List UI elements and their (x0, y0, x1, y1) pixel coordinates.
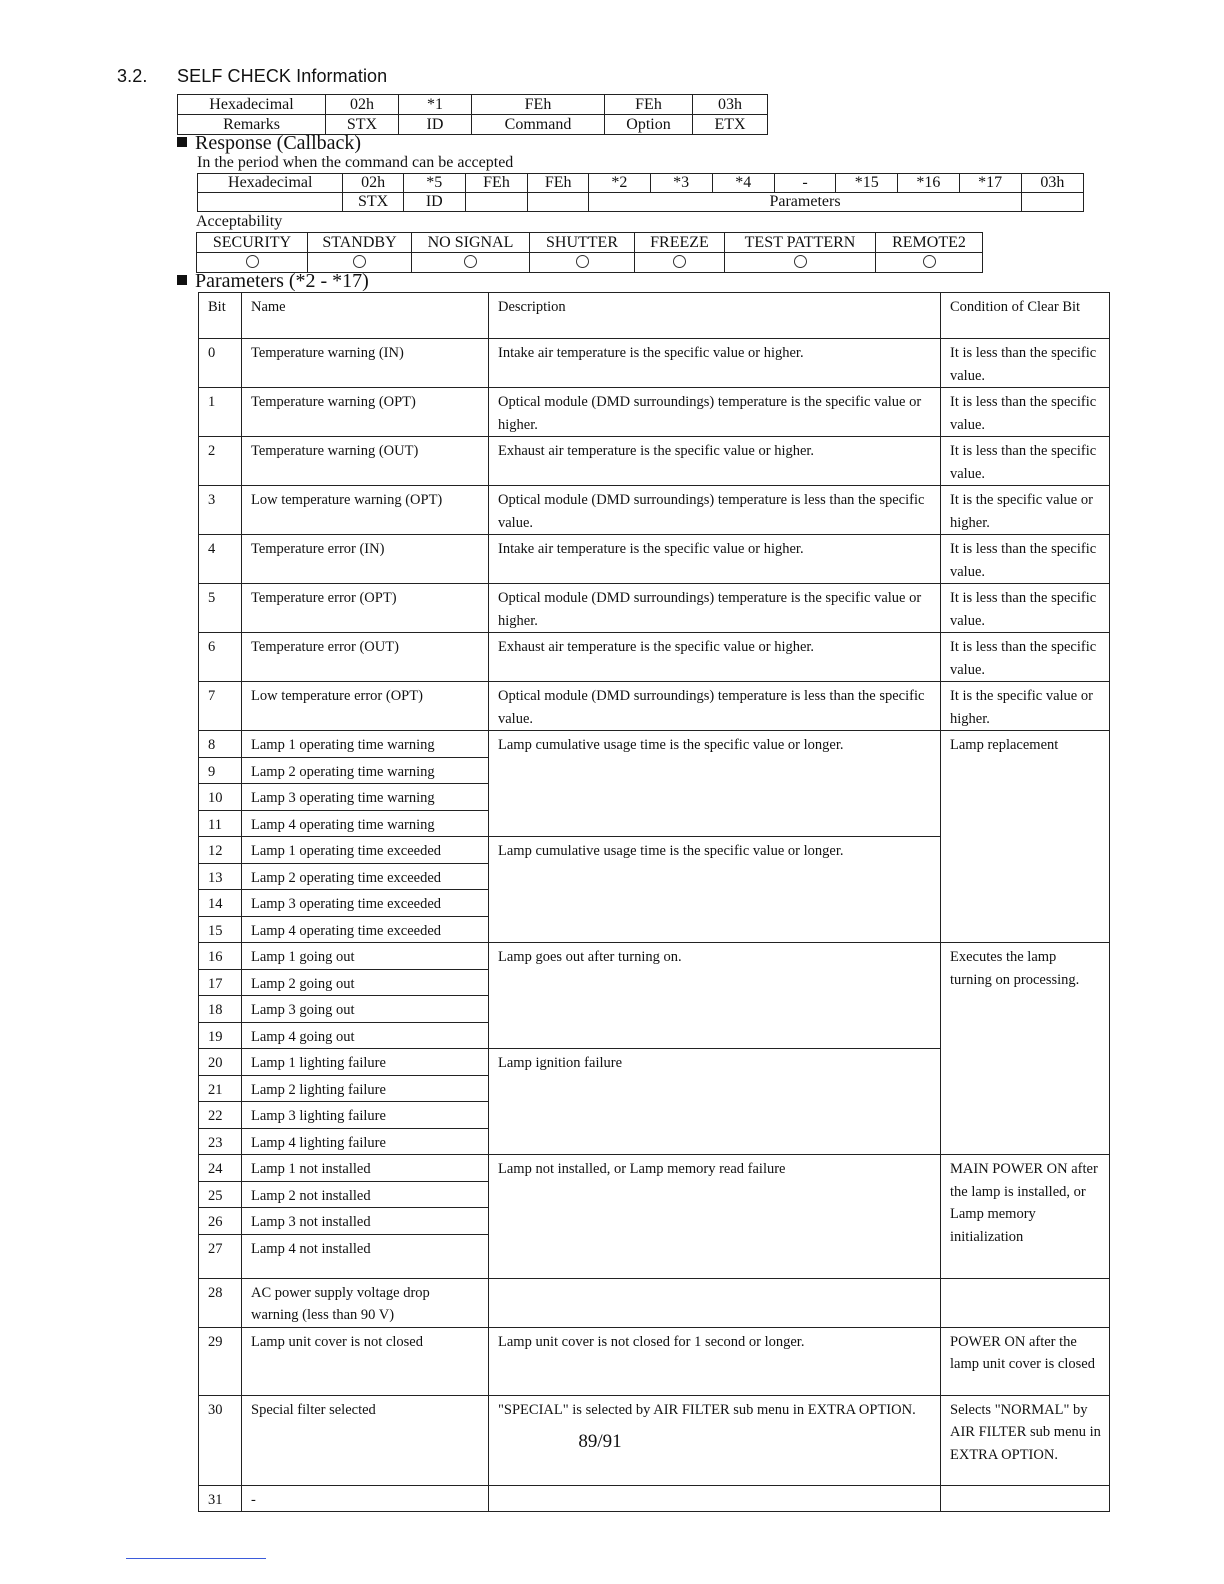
response-table (197, 173, 1084, 212)
resp-cell: *16 (898, 174, 959, 193)
name-cell: Lamp 3 operating time warning (242, 784, 489, 811)
desc-cell: Exhaust air temperature is the specific value or higher. (489, 437, 941, 486)
acceptability-table (196, 232, 983, 273)
resp-cell: Hexadecimal (198, 174, 343, 193)
cond-cell: MAIN POWER ON after the lamp is installed, or Lamp memory initialization (941, 1155, 1110, 1279)
name-cell: Low temperature warning (OPT) (242, 486, 489, 535)
section-heading (117, 66, 387, 87)
name-cell: Lamp 2 lighting failure (242, 1075, 489, 1102)
desc-cell: Optical module (DMD surroundings) temperature is less than the specific value. (489, 486, 941, 535)
desc-cell (489, 1485, 941, 1512)
cmd-cell: *1 (399, 95, 472, 115)
cond-cell: It is less than the specific value. (941, 339, 1110, 388)
section-number: 3.2. (117, 66, 148, 86)
command-table (177, 94, 768, 135)
name-cell: Lamp 2 operating time warning (242, 757, 489, 784)
name-cell: Lamp 3 operating time exceeded (242, 890, 489, 917)
resp-cell-parameters: Parameters (589, 193, 1021, 212)
name-cell: Lamp 4 not installed (242, 1234, 489, 1278)
bit-cell: 28 (199, 1278, 242, 1327)
bit-cell: 13 (199, 863, 242, 890)
circle-icon (353, 255, 366, 268)
bit-cell: 10 (199, 784, 242, 811)
bit-cell: 21 (199, 1075, 242, 1102)
desc-cell: Lamp goes out after turning on. (489, 943, 941, 1049)
name-cell: Lamp 2 going out (242, 969, 489, 996)
cond-cell: It is less than the specific value. (941, 535, 1110, 584)
name-cell: Lamp 3 going out (242, 996, 489, 1023)
name-cell: Lamp unit cover is not closed (242, 1327, 489, 1395)
resp-cell (1021, 193, 1083, 212)
resp-cell: STX (343, 193, 403, 212)
cmd-cell: Command (472, 115, 605, 135)
acc-header: REMOTE2 (876, 233, 983, 253)
bit-cell: 27 (199, 1234, 242, 1278)
cond-cell: It is less than the specific value. (941, 388, 1110, 437)
name-cell: Lamp 3 lighting failure (242, 1102, 489, 1129)
cond-cell: It is the specific value or higher. (941, 486, 1110, 535)
desc-cell: Intake air temperature is the specific value or higher. (489, 535, 941, 584)
table-row (199, 1327, 1110, 1395)
cond-cell (941, 1485, 1110, 1512)
acc-header: SHUTTER (530, 233, 635, 253)
desc-cell: "SPECIAL" is selected by AIR FILTER sub menu in EXTRA OPTION. (489, 1395, 941, 1485)
cmd-cell: Hexadecimal (178, 95, 326, 115)
cmd-cell: FEh (472, 95, 605, 115)
cmd-cell: 02h (326, 95, 399, 115)
name-cell: Lamp 4 operating time warning (242, 810, 489, 837)
table-row (199, 339, 1110, 388)
resp-cell: - (774, 174, 835, 193)
table-row (199, 731, 1110, 758)
bit-cell: 24 (199, 1155, 242, 1182)
response-hex-row (198, 174, 1084, 193)
cond-cell (941, 1278, 1110, 1327)
table-row (199, 633, 1110, 682)
parameters-title: Parameters (*2 - *17) (195, 270, 369, 292)
bit-cell: 4 (199, 535, 242, 584)
resp-cell: *2 (589, 174, 650, 193)
resp-cell: FEh (465, 174, 527, 193)
table-row (199, 535, 1110, 584)
cond-cell: POWER ON after the lamp unit cover is closed (941, 1327, 1110, 1395)
parameters-header-row (199, 293, 1110, 339)
desc-cell: Intake air temperature is the specific value or higher. (489, 339, 941, 388)
bit-cell: 1 (199, 388, 242, 437)
resp-cell: FEh (528, 174, 589, 193)
header-bit: Bit (199, 293, 242, 339)
name-cell: Lamp 1 lighting failure (242, 1049, 489, 1076)
name-cell: Temperature error (IN) (242, 535, 489, 584)
acc-header: NO SIGNAL (412, 233, 530, 253)
table-row (199, 1155, 1110, 1182)
table-row (199, 437, 1110, 486)
name-cell: Lamp 4 going out (242, 1022, 489, 1049)
acc-header: STANDBY (308, 233, 412, 253)
bit-cell: 11 (199, 810, 242, 837)
section-title: SELF CHECK Information (177, 66, 388, 86)
name-cell: - (242, 1485, 489, 1512)
desc-cell (489, 1278, 941, 1327)
name-cell: AC power supply voltage drop warning (less than 90 V) (242, 1278, 489, 1327)
name-cell: Lamp 2 operating time exceeded (242, 863, 489, 890)
cmd-cell: FEh (605, 95, 693, 115)
cond-cell: It is less than the specific value. (941, 584, 1110, 633)
command-hex-row (178, 95, 768, 115)
circle-icon (673, 255, 686, 268)
circle-icon (246, 255, 259, 268)
desc-cell: Optical module (DMD surroundings) temperature is less than the specific value. (489, 682, 941, 731)
bit-cell: 16 (199, 943, 242, 970)
name-cell: Lamp 1 operating time exceeded (242, 837, 489, 864)
bit-cell: 31 (199, 1485, 242, 1512)
bit-cell: 25 (199, 1181, 242, 1208)
cmd-cell: ID (399, 115, 472, 135)
resp-cell: *15 (836, 174, 898, 193)
cmd-cell: 03h (693, 95, 768, 115)
resp-cell: *17 (959, 174, 1021, 193)
resp-cell: 03h (1021, 174, 1083, 193)
period-note: In the period when the command can be accepted (197, 154, 514, 171)
name-cell: Temperature warning (OUT) (242, 437, 489, 486)
footer-link-underline (126, 1558, 266, 1559)
acceptability-label: Acceptability (196, 213, 283, 230)
cmd-cell: Option (605, 115, 693, 135)
bit-cell: 2 (199, 437, 242, 486)
bit-cell: 29 (199, 1327, 242, 1395)
resp-cell: *5 (403, 174, 465, 193)
acc-header: SECURITY (197, 233, 308, 253)
name-cell: Low temperature error (OPT) (242, 682, 489, 731)
acc-header: TEST PATTERN (725, 233, 876, 253)
name-cell: Lamp 1 operating time warning (242, 731, 489, 758)
cmd-cell: STX (326, 115, 399, 135)
bit-cell: 22 (199, 1102, 242, 1129)
name-cell: Lamp 2 not installed (242, 1181, 489, 1208)
desc-cell: Lamp ignition failure (489, 1049, 941, 1155)
header-description: Description (489, 293, 941, 339)
desc-cell: Lamp cumulative usage time is the specific value or longer. (489, 837, 941, 943)
name-cell: Special filter selected (242, 1395, 489, 1485)
table-row (199, 388, 1110, 437)
name-cell: Lamp 1 not installed (242, 1155, 489, 1182)
bullet-icon (177, 275, 187, 285)
table-row (199, 1485, 1110, 1512)
table-row (199, 584, 1110, 633)
parameters-table (198, 292, 1110, 1512)
circle-icon (576, 255, 589, 268)
cmd-cell: ETX (693, 115, 768, 135)
cond-cell: It is less than the specific value. (941, 437, 1110, 486)
page-number: 89/91 (578, 1431, 622, 1452)
circle-icon (794, 255, 807, 268)
bit-cell: 19 (199, 1022, 242, 1049)
bit-cell: 5 (199, 584, 242, 633)
bullet-icon (177, 137, 187, 147)
desc-cell: Exhaust air temperature is the specific value or higher. (489, 633, 941, 682)
bit-cell: 18 (199, 996, 242, 1023)
table-row (199, 943, 1110, 970)
desc-cell: Optical module (DMD surroundings) temperature is the specific value or higher. (489, 388, 941, 437)
desc-cell: Lamp cumulative usage time is the specific value or longer. (489, 731, 941, 837)
table-row (199, 486, 1110, 535)
bit-cell: 14 (199, 890, 242, 917)
parameters-heading (177, 270, 369, 293)
bit-cell: 0 (199, 339, 242, 388)
table-row (199, 1278, 1110, 1327)
bit-cell: 23 (199, 1128, 242, 1155)
bit-cell: 6 (199, 633, 242, 682)
acc-header: FREEZE (635, 233, 725, 253)
bit-cell: 26 (199, 1208, 242, 1235)
resp-cell: *4 (712, 174, 774, 193)
response-title: Response (Callback) (195, 132, 362, 154)
cond-cell: It is less than the specific value. (941, 633, 1110, 682)
bit-cell: 3 (199, 486, 242, 535)
cond-cell: Executes the lamp turning on processing. (941, 943, 1110, 1155)
header-name: Name (242, 293, 489, 339)
cond-cell: Lamp replacement (941, 731, 1110, 943)
resp-cell (465, 193, 527, 212)
circle-icon (464, 255, 477, 268)
name-cell: Temperature warning (OPT) (242, 388, 489, 437)
table-row (199, 682, 1110, 731)
bit-cell: 9 (199, 757, 242, 784)
resp-cell: ID (403, 193, 465, 212)
response-heading (177, 132, 361, 155)
response-remarks-row (198, 193, 1084, 212)
desc-cell: Lamp unit cover is not closed for 1 second or longer. (489, 1327, 941, 1395)
name-cell: Lamp 4 operating time exceeded (242, 916, 489, 943)
name-cell: Temperature error (OUT) (242, 633, 489, 682)
desc-cell: Optical module (DMD surroundings) temperature is the specific value or higher. (489, 584, 941, 633)
name-cell: Lamp 4 lighting failure (242, 1128, 489, 1155)
acceptability-header-row (197, 233, 983, 253)
cmd-cell: Remarks (178, 115, 326, 135)
name-cell: Lamp 1 going out (242, 943, 489, 970)
cond-cell: Selects "NORMAL" by AIR FILTER sub menu in EXTRA OPTION. (941, 1395, 1110, 1485)
resp-cell: 02h (343, 174, 403, 193)
bit-cell: 12 (199, 837, 242, 864)
desc-cell: Lamp not installed, or Lamp memory read failure (489, 1155, 941, 1279)
cond-cell: It is the specific value or higher. (941, 682, 1110, 731)
resp-cell (528, 193, 589, 212)
bit-cell: 17 (199, 969, 242, 996)
circle-icon (923, 255, 936, 268)
name-cell: Temperature error (OPT) (242, 584, 489, 633)
name-cell: Lamp 3 not installed (242, 1208, 489, 1235)
header-condition: Condition of Clear Bit (941, 293, 1110, 339)
bit-cell: 8 (199, 731, 242, 758)
resp-cell (198, 193, 343, 212)
bit-cell: 30 (199, 1395, 242, 1485)
bit-cell: 20 (199, 1049, 242, 1076)
name-cell: Temperature warning (IN) (242, 339, 489, 388)
resp-cell: *3 (650, 174, 712, 193)
bit-cell: 15 (199, 916, 242, 943)
bit-cell: 7 (199, 682, 242, 731)
